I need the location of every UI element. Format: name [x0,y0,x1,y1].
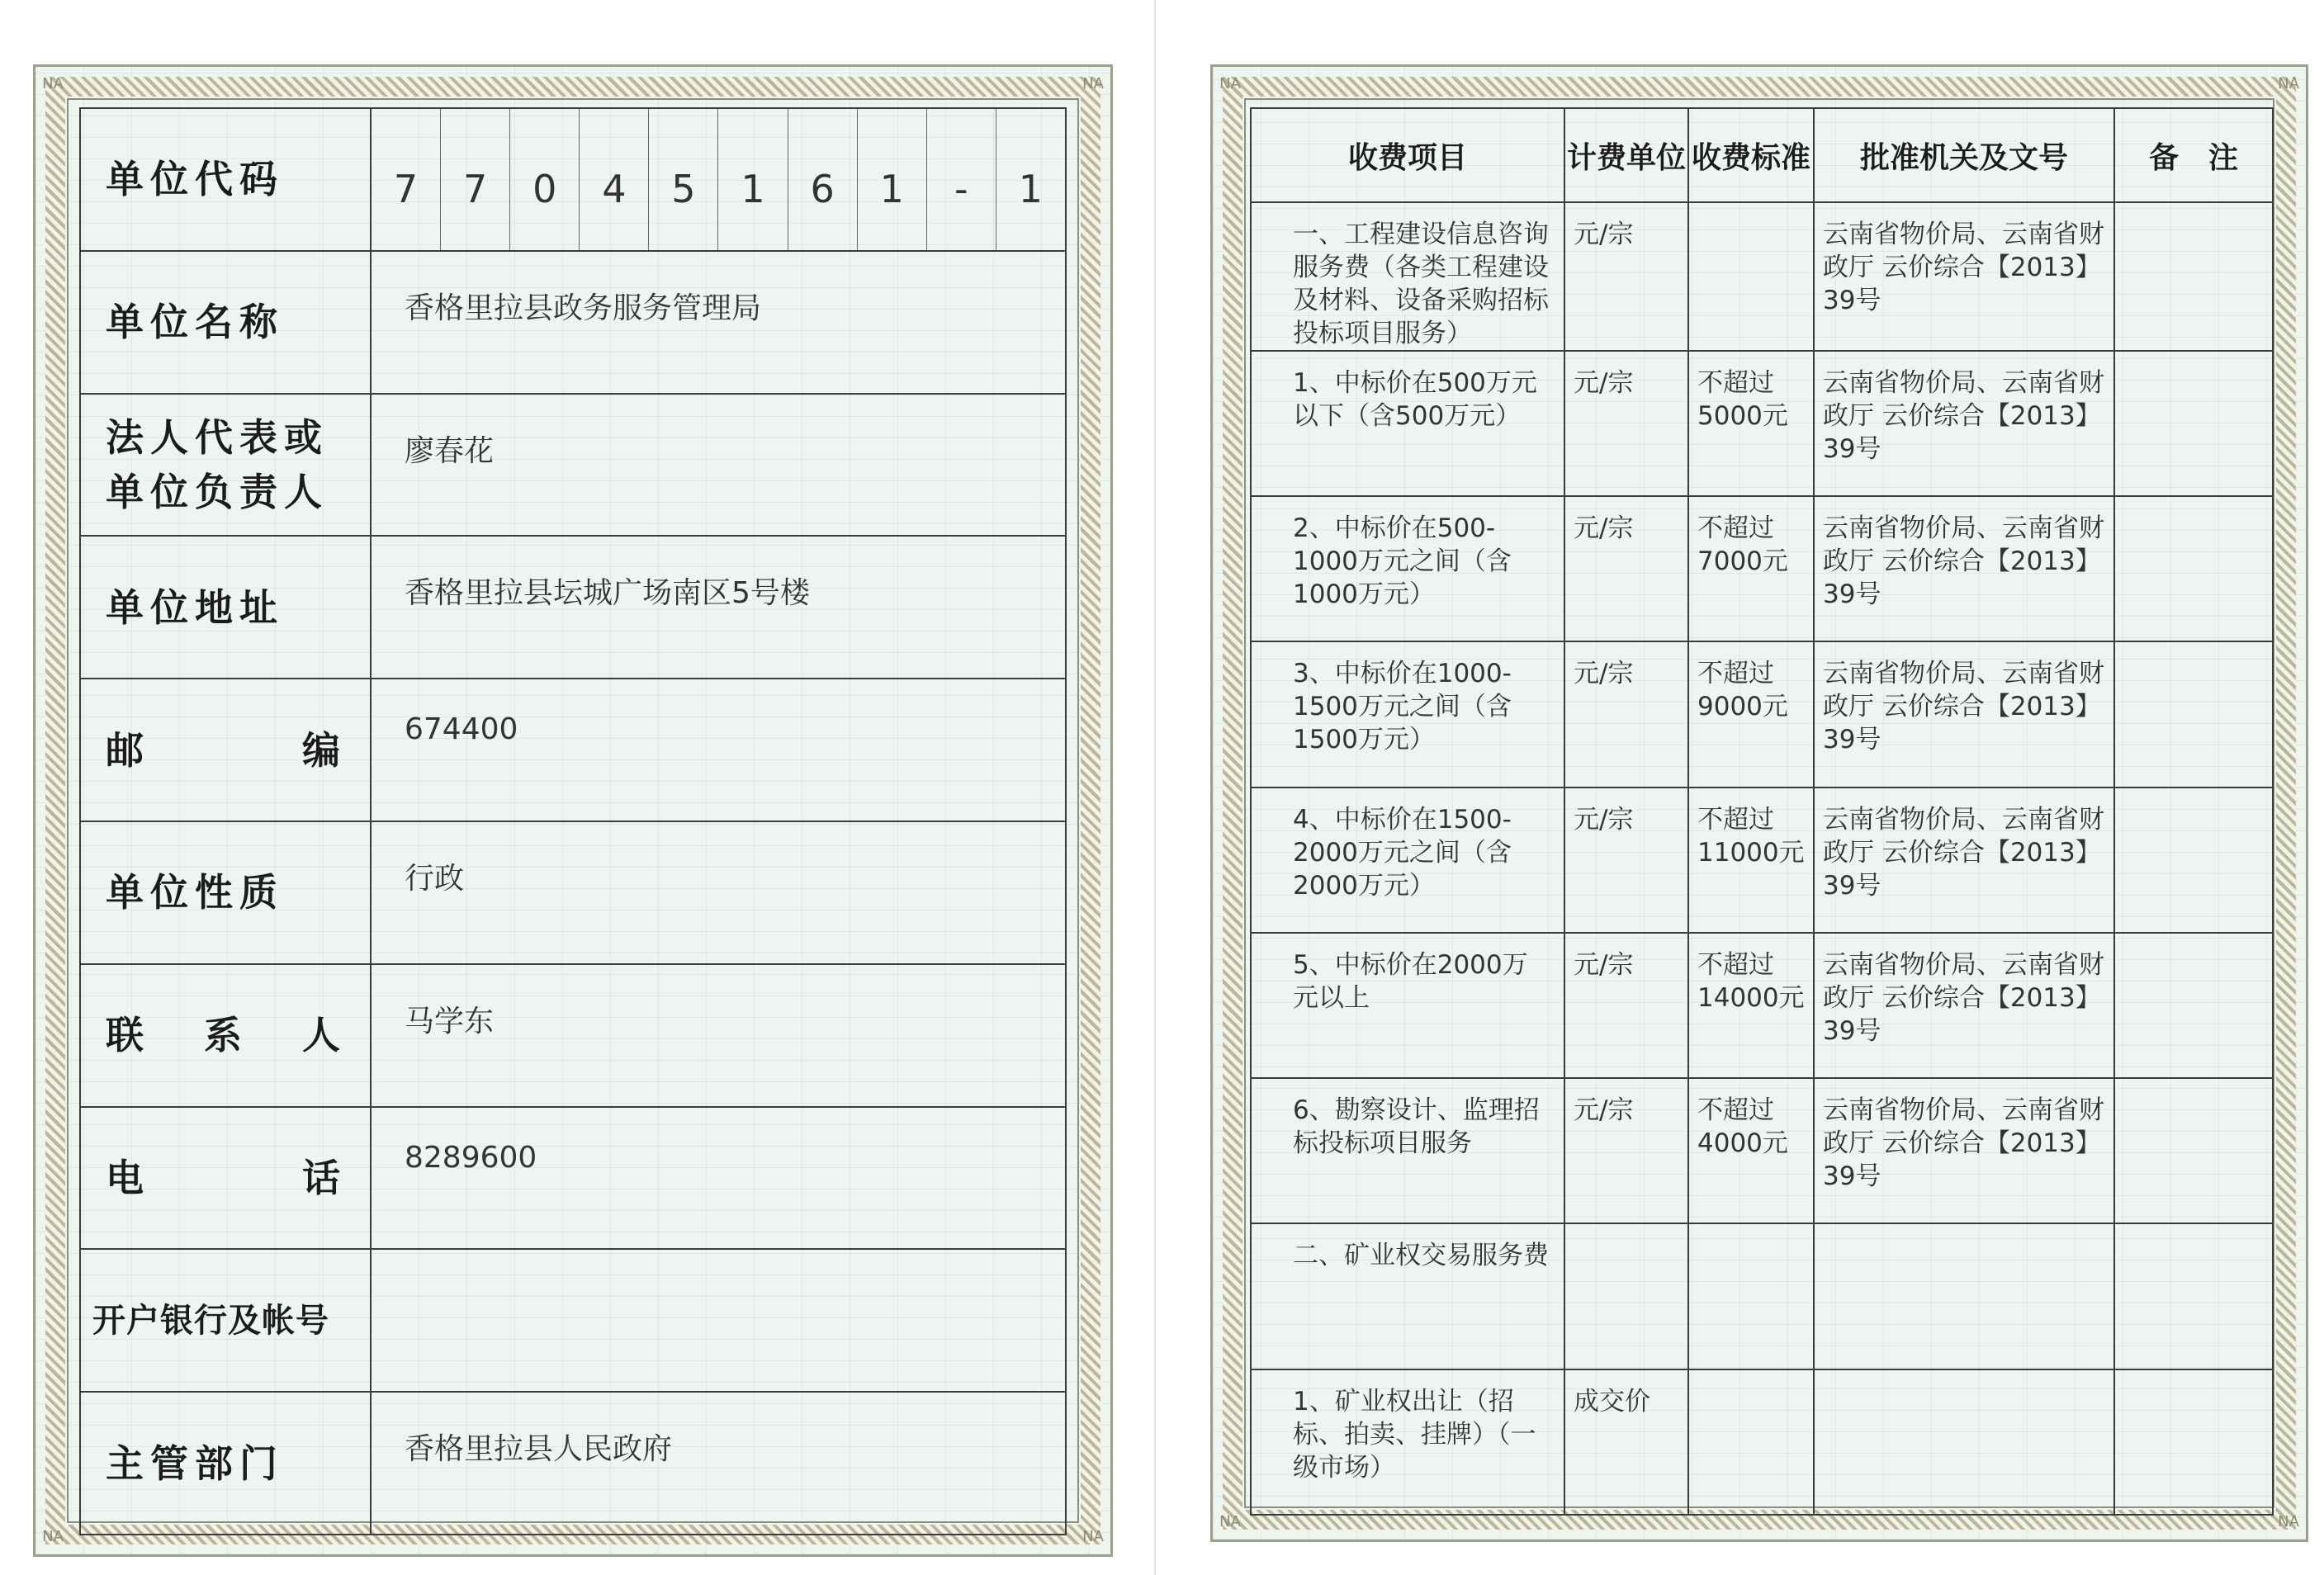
field-label [80,394,371,537]
fee-note-cell [2114,496,2273,641]
fee-unit-text: 元/宗 [1574,220,1634,249]
fee-item-text: 1、中标价在500万元以下（含500万元） [1293,368,1537,431]
field-value [371,964,1066,1107]
field-value [371,536,1066,679]
field-label-text: 法人代表或 单位负责人 [106,414,329,514]
fee-standard-cell [1688,351,1814,496]
fee-item-cell [1251,202,1564,351]
field-value-text: 8289600 [405,1140,537,1175]
info-row [80,108,1066,251]
info-row [80,251,1066,394]
fee-item-cell [1251,641,1564,787]
field-label [80,1107,371,1250]
fee-authority-cell [1814,933,2114,1078]
fee-authority-text: 云南省物价局、云南省财政厅 云价综合【2013】39号 [1823,513,2104,610]
info-row [80,1392,1066,1535]
code-digit: 1 [857,109,926,250]
field-value-text: 行政 [405,861,465,896]
fee-standard-cell [1688,788,1814,933]
field-label [80,251,371,394]
code-digit: 7 [440,109,509,250]
fee-standard-text: 不超过4000元 [1697,1095,1788,1159]
fee-authority-cell [1814,1369,2114,1515]
field-value [371,1392,1066,1535]
field-label [80,964,371,1107]
fee-row [1251,1078,2273,1223]
fee-item-text: 4、中标价在1500-2000万元之间（含2000万元） [1293,804,1512,901]
corner-mark: NA [2278,75,2299,92]
fee-standard-cell [1688,1369,1814,1515]
fee-item-cell [1251,1223,1564,1369]
fee-row [1251,641,2273,787]
fee-item-cell [1251,1369,1564,1515]
fee-row [1251,202,2273,351]
column-header: 批准机关及文号 [1814,108,2114,202]
fee-authority-cell [1814,496,2114,641]
fee-authority-cell [1814,788,2114,933]
fee-item-text: 2、中标价在500-1000万元之间（含1000万元） [1293,513,1512,610]
fee-note-cell [2114,202,2273,351]
field-value-text: 香格里拉县坛城广场南区5号楼 [405,576,810,611]
fee-unit-text: 成交价 [1574,1386,1650,1417]
fee-item-cell [1251,351,1564,496]
fee-item-cell [1251,496,1564,641]
fee-standard-text: 不超过11000元 [1697,804,1805,868]
column-header: 收费项目 [1251,108,1564,202]
info-row [80,821,1066,964]
fee-authority-text: 云南省物价局、云南省财政厅 云价综合【2013】39号 [1823,659,2104,755]
fee-unit-cell [1564,202,1688,351]
fee-authority-cell [1814,1078,2114,1223]
field-value-text: 廖春花 [405,433,495,468]
fee-note-cell [2114,788,2273,933]
fee-item-text: 5、中标价在2000万元以上 [1293,949,1528,1013]
field-value-text: 香格里拉县政务服务管理局 [405,291,762,325]
fee-unit-text: 元/宗 [1574,659,1634,689]
field-label-text: 电 话 [106,1155,347,1200]
corner-mark: NA [2278,1513,2299,1530]
fee-unit-cell [1564,788,1688,933]
fee-unit-cell [1564,641,1688,787]
fee-authority-cell [1814,351,2114,496]
fee-unit-text: 元/宗 [1574,1095,1634,1126]
fee-authority-text: 云南省物价局、云南省财政厅 云价综合【2013】39号 [1823,949,2104,1046]
field-label-text: 单位代码 [106,157,284,202]
fee-item-text: 1、矿业权出让（招标、拍卖、挂牌）（一级市场） [1293,1386,1536,1483]
unit-code-value [371,108,1066,251]
corner-mark: NA [1219,75,1241,92]
corner-mark: NA [42,75,64,92]
field-label-text: 邮 编 [106,727,347,773]
field-label [80,1249,371,1392]
fee-row [1251,788,2273,933]
field-label [80,821,371,964]
field-label-text: 开户银行及帐号 [92,1300,329,1340]
field-value [371,1107,1066,1250]
fee-standard-text: 不超过5000元 [1697,368,1788,431]
fee-row [1251,351,2273,496]
fee-note-cell [2114,351,2273,496]
column-header: 收费标准 [1688,108,1814,202]
fee-unit-text: 元/宗 [1574,804,1634,835]
field-label [80,536,371,679]
column-header: 计费单位 [1564,108,1688,202]
field-label-text: 联 系 人 [106,1013,347,1058]
field-label [80,1392,371,1535]
fee-unit-cell [1564,496,1688,641]
code-digit: 5 [648,109,717,250]
column-header: 备 注 [2114,108,2273,202]
field-value-text: 香格里拉县人民政府 [405,1432,673,1467]
corner-mark: NA [1082,75,1104,92]
fee-note-cell [2114,1369,2273,1515]
fee-row [1251,1223,2273,1369]
fee-standard-text: 不超过14000元 [1697,949,1805,1013]
field-label-text: 单位名称 [106,300,284,345]
code-digit: 0 [509,109,579,250]
field-label-text: 单位性质 [106,870,284,915]
field-value [371,1249,1066,1392]
fee-unit-cell [1564,1223,1688,1369]
fee-standard-cell [1688,1078,1814,1223]
field-label-text: 单位地址 [106,584,284,630]
code-digit: - [926,109,996,250]
fee-unit-cell [1564,933,1688,1078]
fee-standard-cell [1688,641,1814,787]
info-row [80,536,1066,679]
fee-note-cell [2114,641,2273,787]
fee-authority-text: 云南省物价局、云南省财政厅 云价综合【2013】39号 [1823,804,2104,901]
fee-standard-cell [1688,496,1814,641]
code-digit: 6 [788,109,857,250]
fee-authority-text: 云南省物价局、云南省财政厅 云价综合【2013】39号 [1823,1095,2104,1192]
fee-standard-text: 不超过7000元 [1697,513,1788,577]
code-digit: 1 [996,109,1065,250]
info-row [80,679,1066,821]
fee-authority-cell [1814,1223,2114,1369]
field-label-text: 主管部门 [106,1440,284,1486]
fee-authority-cell [1814,202,2114,351]
corner-mark: NA [42,1528,64,1545]
fee-note-cell [2114,1078,2273,1223]
info-row [80,394,1066,537]
corner-mark: NA [1219,1513,1241,1530]
fee-items-table [1250,107,2274,1516]
code-digit: 1 [717,109,787,250]
fee-authority-text: 云南省物价局、云南省财政厅 云价综合【2013】39号 [1823,368,2104,464]
field-value [371,821,1066,964]
fee-item-cell [1251,788,1564,933]
fee-unit-text: 元/宗 [1574,513,1634,544]
corner-mark: NA [1082,1528,1104,1545]
field-value [371,251,1066,394]
fee-authority-text: 云南省物价局、云南省财政厅 云价综合【2013】39号 [1823,220,2104,315]
field-label [80,108,371,251]
fee-standard-text: 不超过9000元 [1697,659,1788,722]
code-digit: 7 [393,167,419,211]
info-row [80,1107,1066,1250]
fee-item-text: 3、中标价在1000-1500万元之间（含1500万元） [1293,659,1512,755]
fee-note-cell [2114,1223,2273,1369]
field-value-text: 674400 [405,712,518,747]
unit-info-table [79,107,1067,1535]
field-label [80,679,371,821]
fee-unit-cell [1564,1369,1688,1515]
fee-standard-cell [1688,202,1814,351]
field-value [371,679,1066,821]
field-value-text: 马学东 [405,1004,495,1038]
fee-row [1251,933,2273,1078]
fee-unit-cell [1564,1078,1688,1223]
page-fold [1154,0,1156,1575]
fee-unit-cell [1564,351,1688,496]
fee-standard-cell [1688,1223,1814,1369]
info-row [80,964,1066,1107]
fee-row [1251,496,2273,641]
code-digit: 4 [579,109,648,250]
fee-authority-cell [1814,641,2114,787]
fee-item-text: 二、矿业权交易服务费 [1293,1241,1549,1271]
fee-unit-text: 元/宗 [1574,368,1634,398]
fee-item-text: 6、勘察设计、监理招标投标项目服务 [1293,1095,1540,1159]
fee-note-cell [2114,933,2273,1078]
fee-item-cell [1251,933,1564,1078]
fee-item-text: 一、工程建设信息咨询服务费（各类工程建设及材料、设备采购招标投标项目服务） [1293,220,1549,348]
fee-row [1251,1369,2273,1515]
info-row [80,1249,1066,1392]
fee-item-cell [1251,1078,1564,1223]
fee-unit-text: 元/宗 [1574,949,1634,980]
field-value [371,394,1066,537]
fee-standard-cell [1688,933,1814,1078]
